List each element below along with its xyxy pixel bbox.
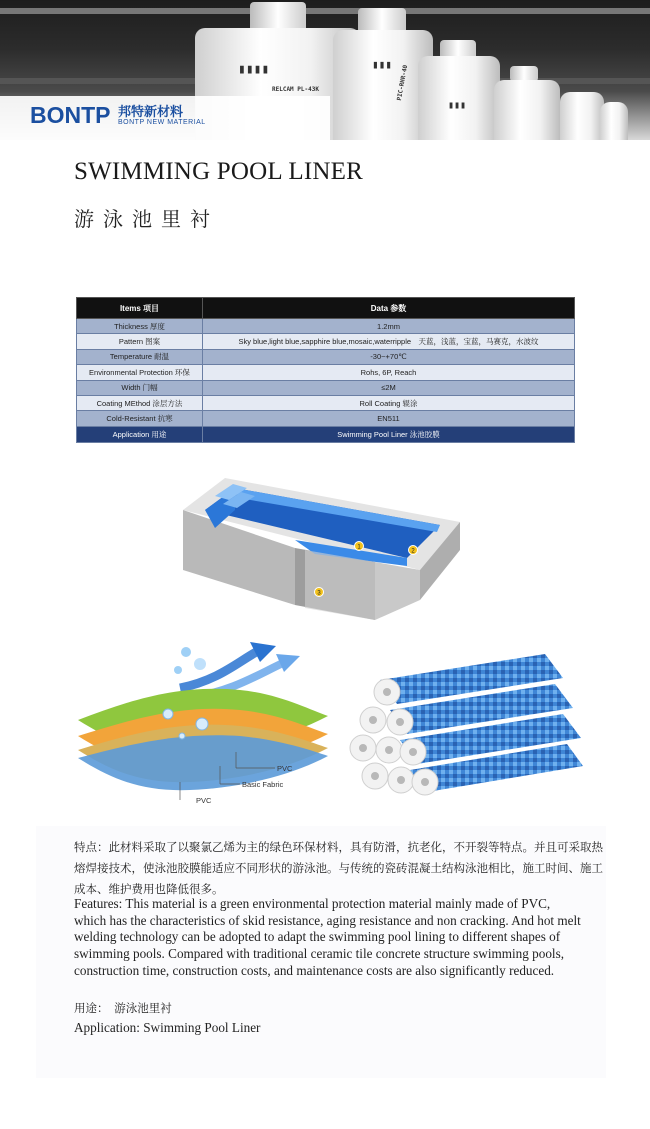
- water-drop-icon: [179, 733, 185, 739]
- bottle-image: [494, 80, 560, 140]
- layer-label-middle: Basic Fabric: [242, 780, 284, 789]
- layer-diagram: [70, 640, 340, 810]
- pool-marker-label: 2: [411, 548, 415, 555]
- water-drop-icon: [196, 718, 208, 730]
- row-item-label: Environmental Protection 环保: [77, 365, 203, 380]
- layer-label-top: PVC: [277, 764, 293, 773]
- roll-core: [421, 778, 429, 786]
- bottle-label-text: RELCAM PL-43K: [272, 86, 319, 93]
- roll-core: [383, 688, 391, 696]
- row-item-label: Cold-Resistant 抗寒: [77, 411, 203, 426]
- water-drop-icon: [194, 658, 206, 670]
- bottle-image: [418, 56, 500, 140]
- water-drop-icon: [163, 709, 173, 719]
- layer-label-bottom: PVC: [196, 796, 212, 805]
- row-item-value: ≤2M: [203, 380, 575, 395]
- roll-core: [385, 746, 393, 754]
- row-item-value: Rohs, 6P, Reach: [203, 365, 575, 380]
- row-item-value: EN511: [203, 411, 575, 426]
- table-row: [77, 380, 575, 395]
- table-row: [77, 365, 575, 380]
- pool-marker-label: 3: [317, 590, 321, 597]
- table-row: [77, 426, 575, 442]
- roll-core: [371, 772, 379, 780]
- row-item-value: Swimming Pool Liner 泳池胶膜: [203, 426, 575, 442]
- bottle-brand-mark: ▮▮▮: [372, 58, 392, 71]
- header-banner: [0, 0, 650, 140]
- page-title: SWIMMING POOL LINER: [74, 158, 363, 185]
- row-item-label: Coating MEthod 涂层方法: [77, 395, 203, 410]
- roll-core: [359, 744, 367, 752]
- bottle-brand-mark: ▮▮▮▮: [238, 62, 270, 77]
- shelf-line: [0, 8, 650, 14]
- row-item-label: Pattern 图案: [77, 334, 203, 349]
- row-item-value: Sky blue,light blue,sapphire blue,mosaic,waterripple 天蓝，浅蓝，宝蓝，马赛克，水波纹: [203, 334, 575, 349]
- bottle-image: [560, 92, 604, 140]
- application-text-cn: 用途： 游泳池里衬: [74, 1001, 172, 1015]
- water-drop-icon: [181, 647, 191, 657]
- table-row: [77, 395, 575, 410]
- row-item-label: Temperature 耐温: [77, 349, 203, 364]
- features-text-en: Features: This material is a green environmental protection material mainly made of PVC, which has the characteristics of skid resistance, aging resistance and non cracking. And hot melt welding technology can be adopted to adapt the swimming pool lining to different shapes of swimming pools. Compared with traditional ceramic tile concrete structure swimming pools, construction time, construction costs, and maintenance costs are also significantly reduced.: [74, 896, 581, 978]
- liner-rolls-illustration: [345, 650, 590, 810]
- roll-core: [397, 776, 405, 784]
- water-drop-icon: [174, 666, 182, 674]
- table-header-row: [77, 298, 575, 319]
- brand-name-cn: 邦特新材料: [118, 105, 184, 120]
- bottle-image: [600, 102, 628, 140]
- row-item-label: Width 门幅: [77, 380, 203, 395]
- table-row: [77, 319, 575, 334]
- pool-wall-right: [375, 562, 420, 620]
- roll-core: [409, 748, 417, 756]
- pool-section-cut: [305, 550, 375, 620]
- spec-table: [76, 297, 575, 443]
- row-item-value: Roll Coating 辊涂: [203, 395, 575, 410]
- application-text-en: Application: Swimming Pool Liner: [74, 1020, 261, 1035]
- pool-illustration: [175, 470, 465, 635]
- table-row: [77, 349, 575, 364]
- column-header-items: Items 项目: [77, 298, 203, 319]
- brand-logo: BONTP: [30, 102, 111, 128]
- roll-core: [369, 716, 377, 724]
- brand-name-en: BONTP NEW MATERIAL: [118, 119, 206, 126]
- bottle-label-text: PIC-RHR-40: [396, 64, 410, 102]
- roll-core: [396, 718, 404, 726]
- table-row: [77, 411, 575, 426]
- row-item-label: Application 用途: [77, 426, 203, 442]
- row-item-value: 1.2mm: [203, 319, 575, 334]
- bottle-brand-mark: ▮▮▮: [448, 100, 467, 111]
- column-header-data: Data 参数: [203, 298, 575, 319]
- pool-marker-label: 1: [357, 544, 361, 551]
- table-row: [77, 334, 575, 349]
- row-item-label: Thickness 厚度: [77, 319, 203, 334]
- row-item-value: -30~+70℃: [203, 349, 575, 364]
- page-title-cn: 游泳池里衬: [74, 207, 219, 231]
- features-text-cn: 特点：此材料采取了以聚氯乙烯为主的绿色环保材料，具有防滑，抗老化，不开裂等特点。并且可采取热熔焊接技术，使泳池胶膜能适应不同形状的游泳池。与传统的瓷砖混凝土结构泳池相比，施工时间、施工成本、维护费用也降低很多。: [74, 840, 603, 896]
